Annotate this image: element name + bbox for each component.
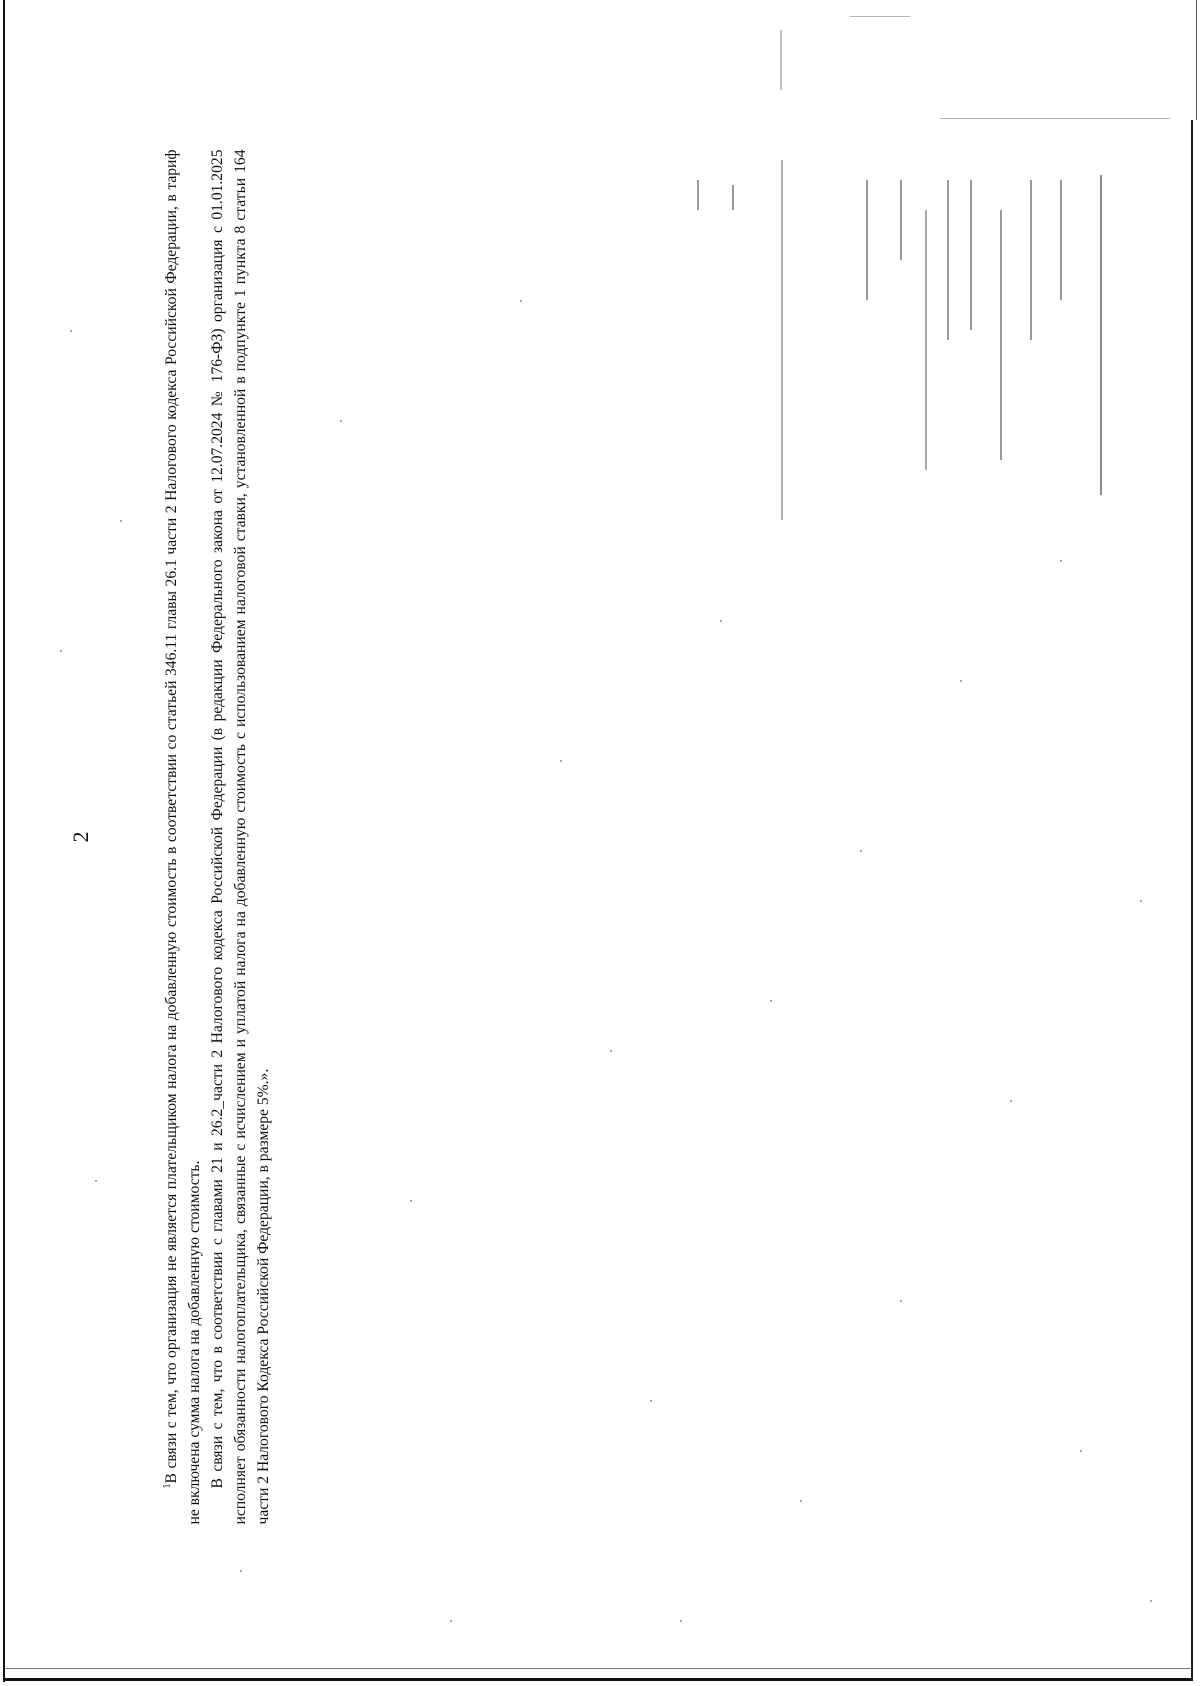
footnote-paragraph-2: [206, 150, 275, 1525]
footnote: [160, 150, 275, 1525]
page-number: 2: [68, 831, 93, 843]
footnote-marker: 1: [161, 1483, 173, 1489]
scan-border-bottom: [3, 1678, 1193, 1681]
scan-border-right-top: [1196, 0, 1197, 120]
rotated-content: [68, 149, 300, 1525]
footnote-paragraph-1: [160, 150, 206, 1525]
scan-border-bottom-inner: [5, 1668, 1191, 1669]
footnote-text-2: В связи с тем, что в соответствии с главами 21 и 26.2_части 2 Налогового кодекса Российской Федерации (в редакции Федерального закона от 12.07.2024 № 176-ФЗ) организация с 01.01.2025 исполняет обязанности налогоплательщика, связанные с исчислением и уплатой налога на добавленную стоимость с использованием налоговой ставки, установленной в подпункте 1 пункта 8 статьи 164 части 2 Налогового Кодекса Российской Федерации, в размере 5%.».: [209, 149, 272, 1525]
footnote-text-1: В связи с тем, что организация не является плательщиком налога на добавленную стоимость в соответствии со статьей 346.11 главы 26.1 части 2 Налогового кодекса Российской Федерации, в тариф не включена сумма налога на добавленную стоимость.: [163, 149, 203, 1525]
scan-border-right: [1191, 120, 1193, 1680]
scan-border-left: [3, 0, 5, 1682]
